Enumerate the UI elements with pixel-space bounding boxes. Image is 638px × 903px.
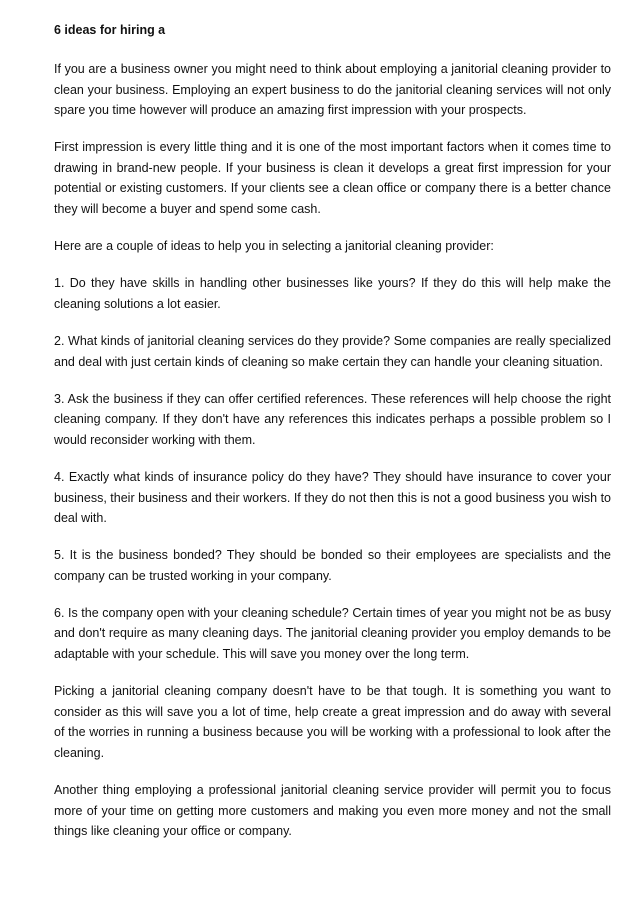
list-item-2: 2. What kinds of janitorial cleaning services do they provide? Some companies are really specialized and deal with just certain kinds of cleaning so make certain they can handle your cleaning situation.: [54, 333, 611, 369]
paragraph-first-impression: First impression is every little thing and it is one of the most important factors when it comes time to drawing in brand-new people. If your business is clean it develops a great first impression for your potential or existing customers. If your clients see a clean office or company there is a better chance they will become a buyer and spend some cash.: [54, 140, 611, 217]
paragraph-ideas-intro: Here are a couple of ideas to help you in selecting a janitorial cleaning provider:: [54, 239, 494, 254]
document-title: 6 ideas for hiring a: [54, 23, 166, 37]
list-item-6: 6. Is the company open with your cleaning schedule? Certain times of year you might not be as busy and don't require as many cleaning days. The janitorial cleaning provider you employ demands to be adaptable with your schedule. This will save you money over the long term.: [54, 605, 611, 662]
list-item-4: 4. Exactly what kinds of insurance policy do they have? They should have insurance to cover your business, their business and their workers. If they do not then this is not a good business you wish to deal with.: [54, 469, 611, 526]
list-item-1: 1. Do they have skills in handling other businesses like yours? If they do this will help make the cleaning solutions a lot easier.: [54, 276, 611, 311]
paragraph-conclusion: Picking a janitorial cleaning company doesn't have to be that tough. It is something you want to consider as this will save you a lot of time, help create a great impression and do away with several of the worries in running a business because you will be working with a professional to look after the cleaning.: [54, 684, 611, 760]
document-page: [54, 20, 611, 858]
paragraph-intro: If you are a business owner you might need to think about employing a janitorial cleaning provider to clean your business. Employing an expert business to do the janitorial cleaning services will not only spare you time however will produce an amazing first impression with your prospects.: [54, 62, 611, 118]
paragraph-closing: Another thing employing a professional janitorial cleaning service provider will permit you to focus more of your time on getting more customers and making you even more money and not the small things like cleaning your office or company.: [54, 783, 611, 839]
list-item-5: 5. It is the business bonded? They should be bonded so their employees are specialists and the company can be trusted working in your company.: [54, 548, 611, 583]
list-item-3: 3. Ask the business if they can offer certified references. These references will help choose the right cleaning company. If they don't have any references this indicates perhaps a possible problem so I would reconsider working with them.: [54, 391, 611, 447]
